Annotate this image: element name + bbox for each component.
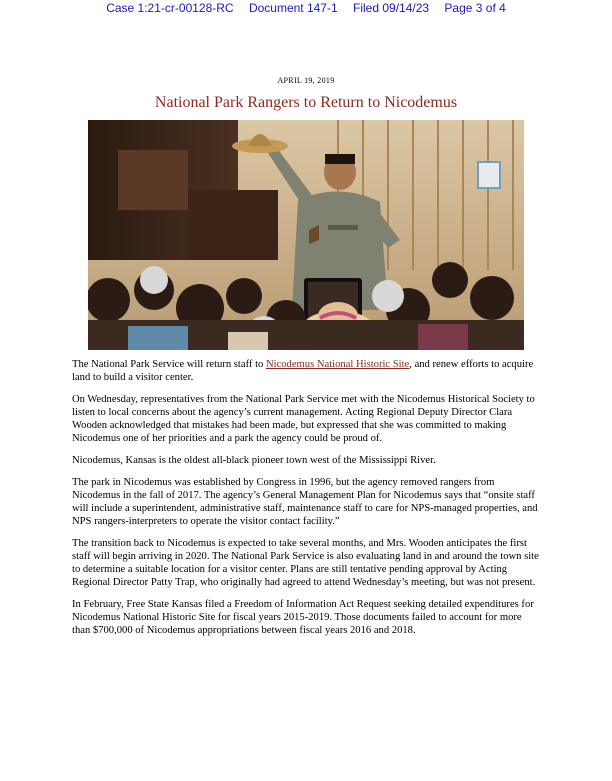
paragraph-5: The transition back to Nicodemus is expected to take several months, and Mrs. Wooden anticipates the first staff will begin arriving in 2020. The National Park Service is also evaluating land in and around the town site to determine a suitable location for a visitor center. Plans are still tentative pending approval by Acting Regional Director Patty Trap, who originally had agreed to attend Wednesday’s meeting, but was not present. <box>72 538 539 588</box>
paragraph-1: The National Park Service will return staff to Nicodemus National Historic Site, and renew efforts to acquire land to build a visitor center. <box>72 359 534 383</box>
paragraph-6: In February, Free State Kansas filed a Freedom of Information Act Request seeking detailed expenditures for Nicodemus National Historic Site for fiscal years 2015-2019. Those documents failed to account for more than $700,000 of Nicodemus appropriations between fiscal years 2016 and 2018. <box>72 599 534 636</box>
article-photo <box>88 120 524 350</box>
article-title: National Park Rangers to Return to Nicodemus <box>154 94 458 111</box>
article-body <box>72 358 542 646</box>
nicodemus-site-link[interactable]: Nicodemus National Historic Site <box>265 359 410 370</box>
paragraph-4: The park in Nicodemus was established by Congress in 1996, but the agency removed rangers from Nicodemus in the fall of 2017. The agency’s General Management Plan for Nicodemus says that “onsite staff will include a superintendent, administrative staff, maintenance staff to care for NPS-managed properties, and NPS rangers-interpreters to operate the visitor contact facility.” <box>72 477 538 527</box>
article-date: APRIL 19, 2019 <box>277 76 335 85</box>
document-number: Document 147-1 <box>248 1 338 15</box>
paragraph-3: Nicodemus, Kansas is the oldest all-black pioneer town west of the Mississippi River. <box>72 455 436 466</box>
filed-date: Filed 09/14/23 <box>353 1 430 15</box>
case-number: Case 1:21-cr-00128-RC <box>106 1 234 15</box>
paragraph-2: On Wednesday, representatives from the National Park Service met with the Nicodemus Historical Society to listen to local concerns about the agency’s current management. Acting Regional Deputy Director Clara Wooden acknowledged that mistakes had been made, but expressed that she was committed to making Nicodemus one of her priorities and a park the agency could be proud of. <box>72 394 535 444</box>
page-number: Page 3 of 4 <box>444 1 506 15</box>
court-filing-header <box>0 1 612 15</box>
